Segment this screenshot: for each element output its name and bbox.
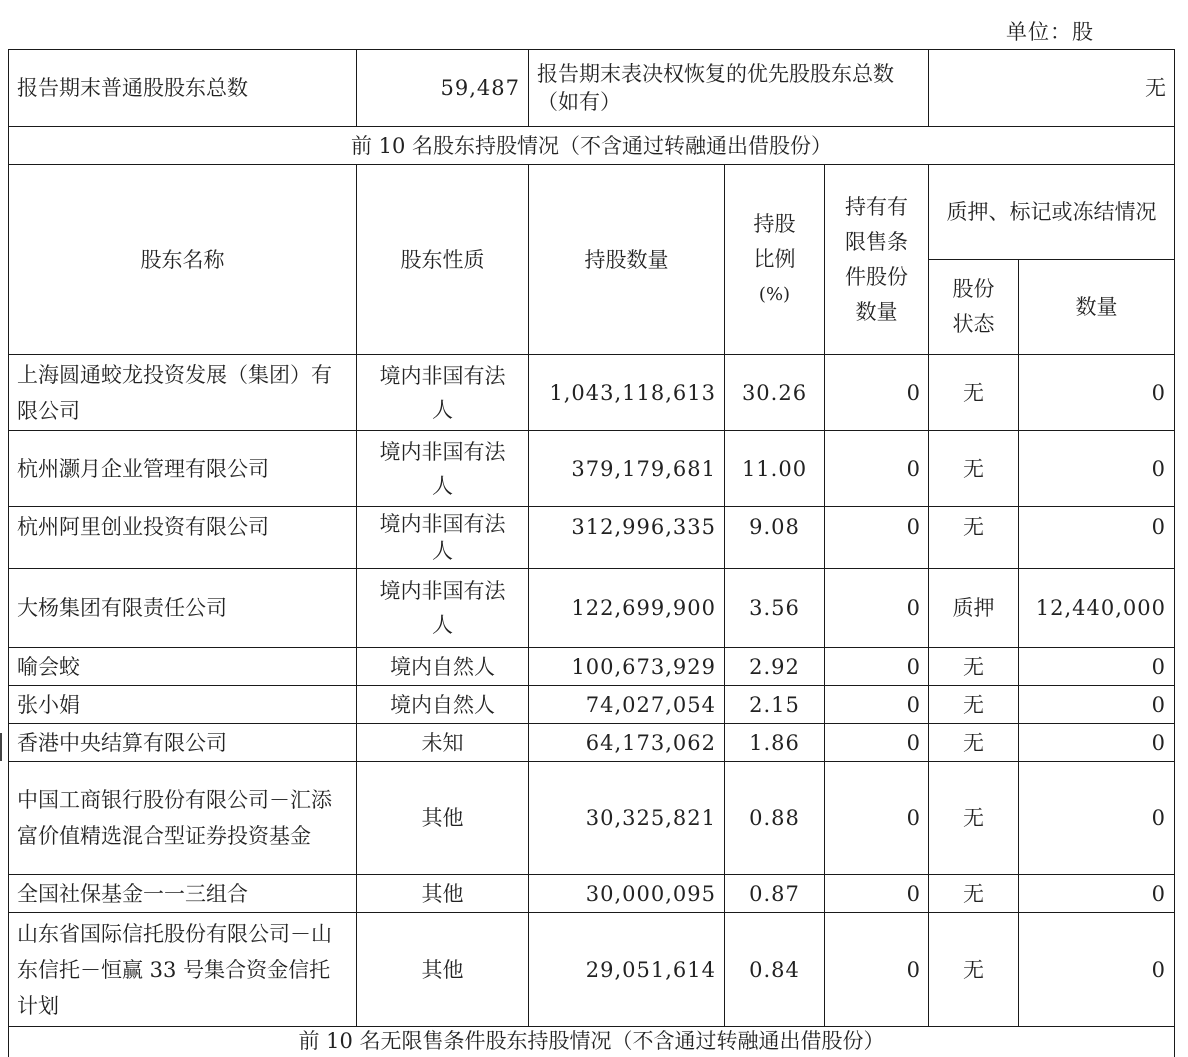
holder-restricted: 0 [825, 724, 929, 762]
shareholder-table [8, 49, 1175, 1057]
holder-shares: 312,996,335 [529, 507, 725, 569]
header-name: 股东名称 [9, 165, 357, 355]
summary-row [9, 50, 1175, 127]
page-edge-mark [0, 733, 5, 761]
header-ratio [725, 165, 825, 355]
holder-nature [357, 569, 529, 648]
holder-shares: 74,027,054 [529, 686, 725, 724]
header-pledge-qty: 数量 [1019, 260, 1175, 355]
pledge-qty: 12,440,000 [1019, 569, 1175, 648]
holder-nature: 境内自然人 [357, 686, 529, 724]
holder-shares: 379,179,681 [529, 431, 725, 507]
holder-nature: 其他 [357, 875, 529, 913]
table-row [9, 648, 1175, 686]
header-restricted [825, 165, 929, 355]
holder-name: 中国工商银行股份有限公司－汇添富价值精选混合型证券投资基金 [9, 762, 357, 875]
pledge-qty: 0 [1019, 875, 1175, 913]
table-row [9, 686, 1175, 724]
pledge-status: 无 [929, 648, 1019, 686]
holder-nature [357, 507, 529, 569]
table-row [9, 875, 1175, 913]
table-row [9, 507, 1175, 569]
holder-ratio: 30.26 [725, 355, 825, 431]
holder-nature [357, 355, 529, 431]
section-title: 前 10 名股东持股情况（不含通过转融通出借股份） [9, 127, 1175, 165]
pledge-status: 无 [929, 913, 1019, 1027]
header-restricted-label: 持有有限售条件股份数量 [839, 190, 915, 330]
holder-ratio: 2.15 [725, 686, 825, 724]
pledge-qty: 0 [1019, 762, 1175, 875]
holder-ratio: 2.92 [725, 648, 825, 686]
holder-name: 香港中央结算有限公司 [9, 724, 357, 762]
holder-name: 上海圆通蛟龙投资发展（集团）有限公司 [9, 355, 357, 431]
table-row [9, 431, 1175, 507]
holder-restricted: 0 [825, 913, 929, 1027]
preferred-holders-value: 无 [929, 50, 1175, 127]
holder-nature [357, 431, 529, 507]
holder-restricted: 0 [825, 569, 929, 648]
pledge-status: 无 [929, 875, 1019, 913]
holder-restricted: 0 [825, 875, 929, 913]
holder-name: 杭州灏月企业管理有限公司 [9, 431, 357, 507]
header-nature: 股东性质 [357, 165, 529, 355]
header-pledge-status [929, 260, 1019, 355]
holder-name: 杭州阿里创业投资有限公司 [9, 507, 357, 569]
pledge-qty: 0 [1019, 913, 1175, 1027]
holder-shares: 30,000,095 [529, 875, 725, 913]
holder-nature: 其他 [357, 913, 529, 1027]
holder-nature: 其他 [357, 762, 529, 875]
table-row [9, 724, 1175, 762]
holder-shares: 29,051,614 [529, 913, 725, 1027]
holder-name: 大杨集团有限责任公司 [9, 569, 357, 648]
holder-nature-text: 境内非国有法人 [379, 359, 507, 427]
header-row-1 [9, 165, 1175, 260]
pledge-status: 无 [929, 355, 1019, 431]
holder-nature: 境内自然人 [357, 648, 529, 686]
common-holders-label: 报告期末普通股股东总数 [9, 50, 357, 127]
holder-ratio: 0.87 [725, 875, 825, 913]
pledge-status: 无 [929, 507, 1019, 569]
holder-restricted: 0 [825, 507, 929, 569]
next-section-title-cell [9, 1027, 1175, 1057]
holder-ratio: 0.88 [725, 762, 825, 875]
holder-shares: 122,699,900 [529, 569, 725, 648]
next-section-row [9, 1027, 1175, 1057]
table-row [9, 355, 1175, 431]
preferred-holders-label: 报告期末表决权恢复的优先股股东总数（如有） [529, 50, 929, 127]
holder-ratio: 9.08 [725, 507, 825, 569]
holder-restricted: 0 [825, 355, 929, 431]
pledge-qty: 0 [1019, 648, 1175, 686]
holder-nature-text: 境内非国有法人 [379, 511, 507, 565]
holder-name: 山东省国际信托股份有限公司－山东信托－恒赢 33 号集合资金信托计划 [9, 913, 357, 1027]
header-pledge-status-label: 股份状态 [949, 272, 999, 342]
table-row [9, 569, 1175, 648]
holder-ratio: 0.84 [725, 913, 825, 1027]
holder-ratio: 3.56 [725, 569, 825, 648]
table-row [9, 762, 1175, 875]
holder-shares: 30,325,821 [529, 762, 725, 875]
holder-ratio: 11.00 [725, 431, 825, 507]
pledge-qty: 0 [1019, 686, 1175, 724]
holder-ratio: 1.86 [725, 724, 825, 762]
header-pledge-group-label: 质押、标记或冻结情况 [942, 195, 1162, 230]
pledge-qty: 0 [1019, 355, 1175, 431]
holder-nature-text: 境内非国有法人 [379, 574, 507, 642]
pledge-status: 质押 [929, 569, 1019, 648]
common-holders-value: 59,487 [357, 50, 529, 127]
holder-name: 张小娟 [9, 686, 357, 724]
next-section-title: 前 10 名无限售条件股东持股情况（不含通过转融通出借股份） [17, 1027, 1166, 1057]
section-title-row [9, 127, 1175, 165]
table-row [9, 913, 1175, 1027]
header-ratio-unit: (%) [733, 277, 816, 312]
holder-restricted: 0 [825, 686, 929, 724]
holder-shares: 1,043,118,613 [529, 355, 725, 431]
holder-restricted: 0 [825, 762, 929, 875]
holder-name: 喻会蛟 [9, 648, 357, 686]
header-pledge-group [929, 165, 1175, 260]
holder-nature-text: 境内非国有法人 [379, 435, 507, 503]
unit-label: 单位：股 [1006, 16, 1094, 46]
holder-shares: 64,173,062 [529, 724, 725, 762]
header-shares: 持股数量 [529, 165, 725, 355]
pledge-qty: 0 [1019, 724, 1175, 762]
header-ratio-label: 持股比例 [750, 207, 800, 277]
pledge-status: 无 [929, 724, 1019, 762]
holder-shares: 100,673,929 [529, 648, 725, 686]
pledge-qty: 0 [1019, 431, 1175, 507]
pledge-qty: 0 [1019, 507, 1175, 569]
pledge-status: 无 [929, 686, 1019, 724]
holder-name: 全国社保基金一一三组合 [9, 875, 357, 913]
pledge-status: 无 [929, 431, 1019, 507]
pledge-status: 无 [929, 762, 1019, 875]
holder-restricted: 0 [825, 431, 929, 507]
holder-nature: 未知 [357, 724, 529, 762]
holder-restricted: 0 [825, 648, 929, 686]
